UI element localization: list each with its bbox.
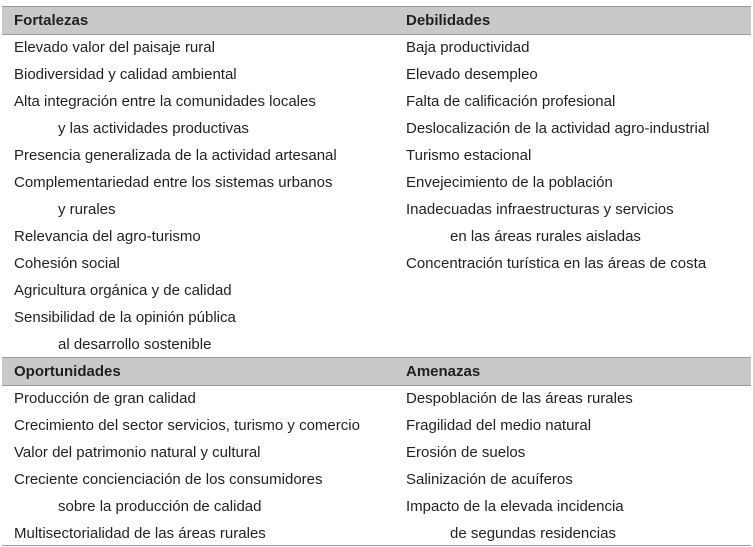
list-item: Agricultura orgánica y de calidad (14, 282, 232, 299)
fortalezas-heading: Fortalezas (14, 12, 89, 29)
list-item: Valor del patrimonio natural y cultural (14, 444, 261, 461)
swot-table (2, 0, 751, 547)
list-item: Elevado valor del paisaje rural (14, 39, 215, 56)
list-item-continuation: y las actividades productivas (58, 120, 249, 137)
list-item: Despoblación de las áreas rurales (406, 390, 633, 407)
list-item: Relevancia del agro-turismo (14, 228, 201, 245)
list-item: Turismo estacional (406, 147, 532, 164)
header-row-bottom (2, 357, 751, 386)
debilidades-list (406, 34, 710, 277)
list-item: Multisectorialidad de las áreas rurales (14, 525, 266, 542)
list-item-continuation: sobre la producción de calidad (58, 498, 262, 515)
list-item: Producción de gran calidad (14, 390, 196, 407)
list-item: Baja productividad (406, 39, 530, 56)
list-item-continuation: al desarrollo sostenible (58, 336, 212, 353)
list-item-continuation: y rurales (58, 201, 116, 218)
amenazas-list (406, 385, 633, 547)
list-item-continuation: en las áreas rurales aisladas (450, 228, 641, 245)
list-item: Inadecuadas infraestructuras y servicios (406, 201, 674, 218)
list-item: Concentración turística en las áreas de costa (406, 255, 707, 272)
header-row-top (2, 6, 751, 35)
amenazas-heading: Amenazas (406, 363, 481, 380)
list-item: Impacto de la elevada incidencia (406, 498, 624, 515)
list-item: Envejecimiento de la población (406, 174, 613, 191)
list-item: Salinización de acuíferos (406, 471, 573, 488)
fortalezas-list (14, 34, 337, 358)
list-item: Complementariedad entre los sistemas urbanos (14, 174, 333, 191)
list-item: Erosión de suelos (406, 444, 526, 461)
list-item: Fragilidad del medio natural (406, 417, 592, 434)
list-item: Cohesión social (14, 255, 120, 272)
list-item: Deslocalización de la actividad agro-industrial (406, 120, 710, 137)
list-item: Biodiversidad y calidad ambiental (14, 66, 237, 83)
debilidades-heading: Debilidades (406, 12, 491, 29)
list-item: Creciente concienciación de los consumidores (14, 471, 323, 488)
list-item: Presencia generalizada de la actividad artesanal (14, 147, 337, 164)
oportunidades-heading: Oportunidades (14, 363, 121, 380)
list-item: Alta integración entre la comunidades locales (14, 93, 316, 110)
bottom-rule (2, 545, 751, 546)
oportunidades-list (14, 385, 360, 547)
list-item-continuation: de segundas residencias (450, 525, 616, 542)
list-item: Crecimiento del sector servicios, turismo y comercio (14, 417, 360, 434)
list-item: Elevado desempleo (406, 66, 538, 83)
list-item: Sensibilidad de la opinión pública (14, 309, 236, 326)
list-item: Falta de calificación profesional (406, 93, 616, 110)
